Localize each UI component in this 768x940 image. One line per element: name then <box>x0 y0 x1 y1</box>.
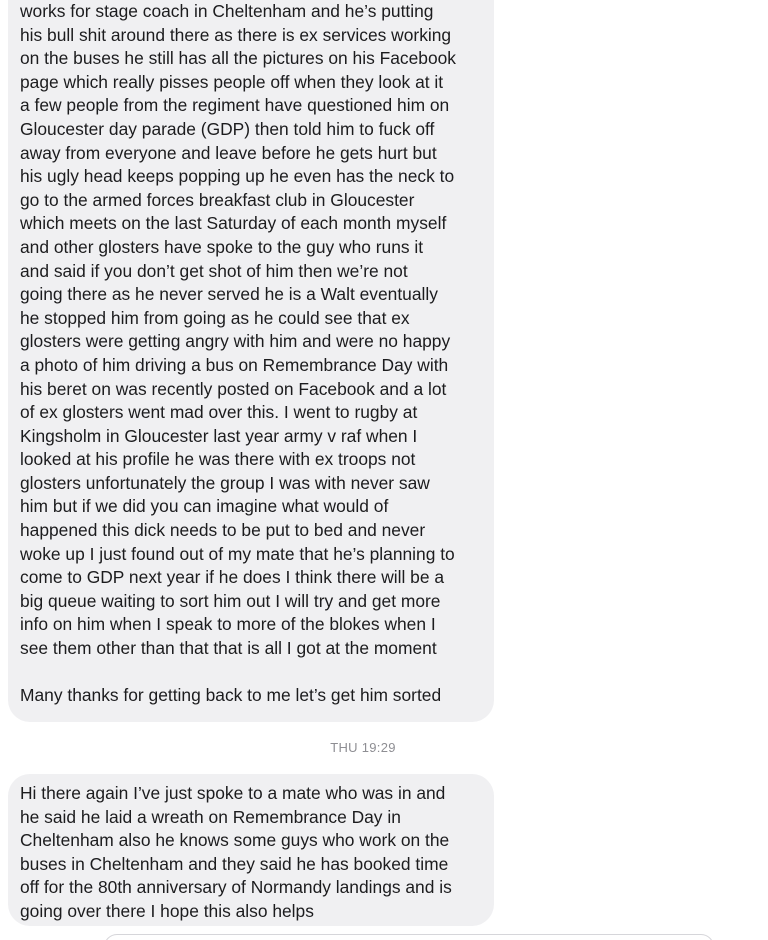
message-closing-line: Many thanks for getting back to me let’s get him sorted <box>20 685 442 706</box>
message-line: and said if you don’t get shot of him then we’re not <box>20 260 408 281</box>
message-line: glosters unfortunately the group I was with never saw <box>20 472 430 493</box>
message-line: go to the armed forces breakfast club in Gloucester <box>20 189 415 210</box>
message-line: a few people from the regiment have questioned him on <box>20 95 450 116</box>
message-line: happened this dick needs to be put to bed and never <box>20 520 426 541</box>
message-line: off for the 80th anniversary of Normandy landings and is <box>20 877 452 898</box>
message-line: buses in Cheltenham and they said he has booked time <box>20 853 449 874</box>
paragraph-gap <box>20 661 486 685</box>
message-line: his ugly head keeps popping up he even has the neck to <box>20 166 455 187</box>
message-line: big queue waiting to sort him out I will try and get more <box>20 590 441 611</box>
message-line: woke up I just found out of my mate that he’s planning to <box>20 543 455 564</box>
message-line: and other glosters have spoke to the guy who runs it <box>20 236 424 257</box>
message-line: see them other than that that is all I got at the moment <box>20 638 437 659</box>
message-line: of ex glosters went mad over this. I went to rugby at <box>20 402 418 423</box>
message-line: glosters were getting angry with him and were no happy <box>20 331 451 352</box>
message-line: his beret on was recently posted on Facebook and a lot <box>20 378 447 399</box>
message-line: going over there I hope this also helps <box>20 900 314 921</box>
message-timestamp: THU 19:29 <box>330 740 396 755</box>
message-line: which meets on the last Saturday of each month myself <box>20 213 447 234</box>
message-line: looked at his profile he was there with ex troops not <box>20 449 416 470</box>
message-line: away from everyone and leave before he gets hurt but <box>20 142 437 163</box>
message-line: info on him when I speak to more of the blokes when I <box>20 614 436 635</box>
message-line: page which really pisses people off when they look at it <box>20 71 444 92</box>
message-line: he said he laid a wreath on Remembrance Day in <box>20 806 401 827</box>
message-line: works for stage coach in Cheltenham and he’s putting <box>20 1 434 21</box>
message-line: going there as he never served he is a Walt eventually <box>20 284 438 305</box>
message-line: on the buses he still has all the pictures on his Facebook <box>20 48 456 69</box>
message-line: Gloucester day parade (GDP) then told him to fuck off <box>20 118 435 139</box>
message-input-field[interactable] <box>104 934 714 940</box>
message-line: he stopped him from going as he could see that ex <box>20 307 410 328</box>
message-line: Cheltenham also he knows some guys who work on the <box>20 830 450 851</box>
message-line: come to GDP next year if he does I think there will be a <box>20 567 445 588</box>
message-bubble-received[interactable] <box>8 0 494 722</box>
message-line: a photo of him driving a bus on Remembrance Day with <box>20 354 449 375</box>
message-line: Kingsholm in Gloucester last year army v raf when I <box>20 425 418 446</box>
message-bubble-received[interactable] <box>8 774 494 926</box>
message-line: him but if we did you can imagine what would of <box>20 496 389 517</box>
message-line: his bull shit around there as there is ex services working <box>20 24 452 45</box>
message-line: Hi there again I’ve just spoke to a mate who was in and <box>20 783 446 803</box>
